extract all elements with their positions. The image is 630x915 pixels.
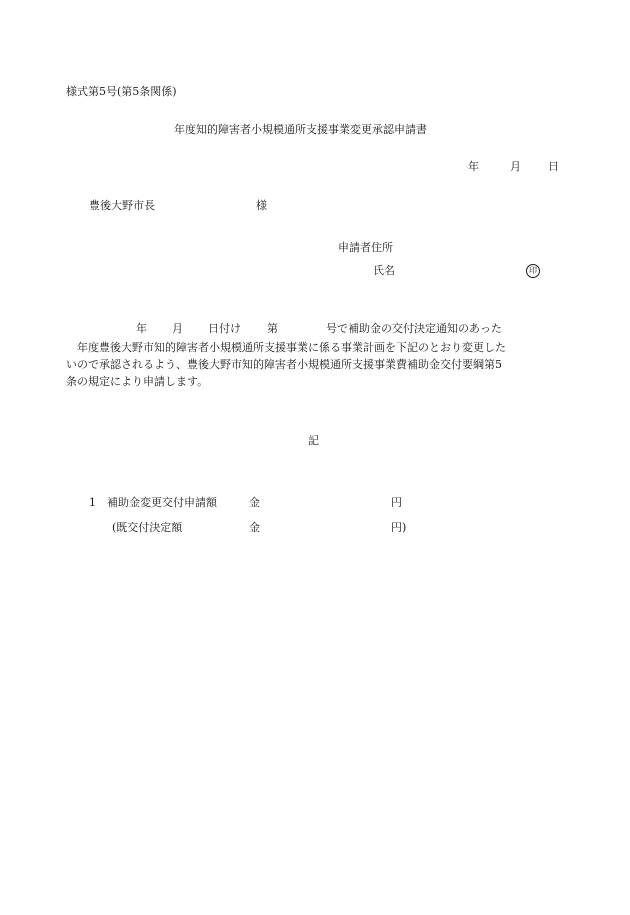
body-paragraph	[66, 339, 552, 390]
notice-month: 月	[172, 322, 183, 335]
applicant-address-label: 申請者住所	[338, 241, 393, 254]
date-line	[468, 160, 559, 174]
notice-text: 号で補助金の交付決定通知のあった	[326, 322, 502, 335]
item-row-1	[89, 496, 419, 510]
form-number: 様式第5号(第5条関係)	[66, 85, 177, 98]
sub-row	[112, 521, 422, 535]
date-year: 年	[468, 160, 479, 173]
applicant-name-label: 氏名	[373, 264, 395, 277]
date-day: 日	[548, 160, 559, 173]
sub-kin: 金	[249, 521, 260, 534]
item-number: 1	[89, 496, 96, 509]
sub-yen: 円)	[391, 521, 407, 534]
addressee-name: 豊後大野市長	[89, 199, 155, 212]
body-line-2: いので承認されるよう、豊後大野市知的障害者小規模通所支援事業費補助金交付要綱第5	[66, 358, 502, 371]
sub-label: (既交付決定額	[112, 521, 183, 534]
date-month: 月	[510, 160, 521, 173]
item-kin: 金	[249, 496, 260, 509]
addressee	[89, 199, 267, 213]
seal-mark: 印	[526, 264, 540, 278]
body-line-1: 年度豊後大野市知的障害者小規模通所支援事業に係る事業計画を下記のとおり変更した	[77, 341, 506, 354]
notice-year: 年	[136, 322, 147, 335]
notice-date-suffix: 日付け	[208, 322, 241, 335]
notice-line	[136, 322, 536, 336]
addressee-honorific: 様	[256, 199, 267, 212]
ki-heading: 記	[308, 434, 319, 447]
document-title: 年度知的障害者小規模通所支援事業変更承認申請書	[174, 123, 427, 136]
body-line-3: 条の規定により申請します。	[66, 375, 209, 388]
item-label: 補助金変更交付申請額	[107, 496, 217, 509]
notice-dai: 第	[267, 322, 278, 335]
item-yen: 円	[391, 496, 402, 509]
